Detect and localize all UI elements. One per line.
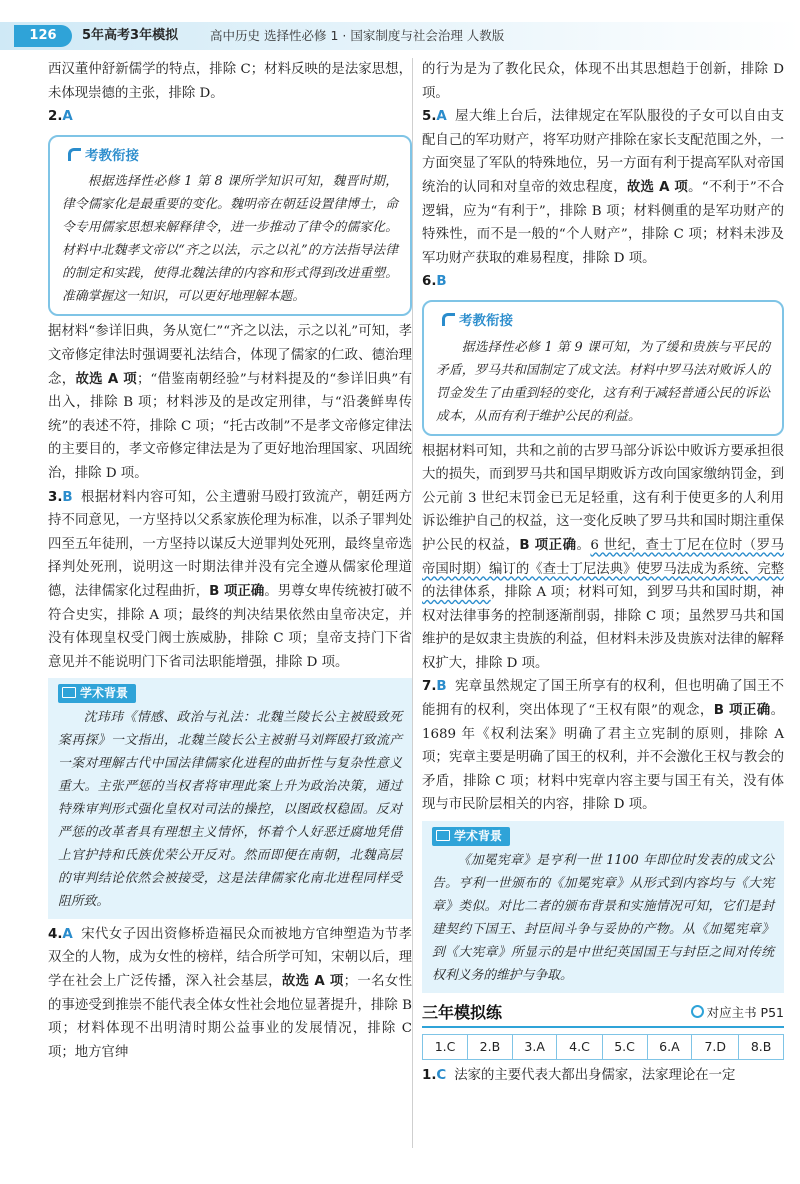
background-tag: 学术背景 (58, 684, 136, 703)
magnifier-icon (691, 1005, 704, 1018)
academic-background-box (422, 821, 784, 993)
right-column (422, 58, 784, 1087)
answer-4: 4.A 宋代女子因出资修桥造福民众而被地方官绅塑造为节孝双全的人物，成为女性的榜样，结合所学可知，宋朝以后，理学在社会上广泛传播，深入社会基层，故选 A 项；一名女性的事迹受到推崇不能代表全体女性社会地位显著提升，排除 B 项；材料体现不出明清时期公益事业的发展情况，排除 C 项；地方官绅 (48, 926, 413, 1060)
paragraph: 据材料“参详旧典，务从宽仁”“齐之以法，示之以礼”可知，孝文帝修定律法时强调要礼法结合，体现了儒家的仁政、德治理念，故选 A 项；“借鉴南朝经验”与材料提及的“参详旧典”有出入，排除 B 项；材料涉及的是改定刑律，与“沿袭鲜卑传统”的表述不符，排除 C 项；“托古改制”不是孝文帝修定律法的主要目的，孝文帝修定律法是为了更好地治理国家、巩固统治，排除 D 项。 (48, 324, 413, 481)
answer-1: 1.C 法家的主要代表大都出身儒家，法家理论在一定 (422, 1067, 736, 1083)
answer-grid (422, 1034, 784, 1060)
kaojiao-box (48, 135, 412, 317)
answer-cell: 2.B (468, 1035, 513, 1060)
wavy-underlined-text: 6 世纪，查士丁尼在位时（罗马帝国时期）编订的《查士丁尼法典》使罗马法成为系统、完整的法律体系 (422, 537, 785, 601)
left-column (48, 58, 412, 1064)
background-body: 沈玮玮《情感、政治与礼法：北魏兰陵长公主被殴致死案再探》一文指出，北魏兰陵长公主被驸马刘辉殴打致流产一案对理解古代中国法律儒家化进程的曲折性与复杂性意义重大。主张严惩的当权者将审理此案上升为政治决策，通过特殊审判形式强化皇权对司法的操控，以图政权稳固。反对严惩的改革者具有理想主义情怀，怀着个人好恶迁腐地凭借上官护持和氏族优荣公开反对。然而即便在南朝，北魏高层的审判结论依然会被接受，这是法律儒家化南北进程同样受阻所致。 (58, 709, 402, 909)
series-title: 5年高考3年模拟 (82, 28, 179, 43)
kaojiao-box (422, 300, 784, 436)
answer-cell: 4.C (557, 1035, 602, 1060)
answer-cell: 6.A (647, 1035, 692, 1060)
box-title: 考教衔接 (68, 145, 139, 169)
answer-6: 6.B (422, 274, 447, 290)
book-icon (62, 687, 76, 698)
answer-cell: 7.D (692, 1035, 739, 1060)
book-subtitle: 高中历史 选择性必修 1 · 国家制度与社会治理 人教版 (210, 28, 505, 43)
background-body: 《加冕宪章》是亨利一世 1100 年即位时发表的成文公告。亨利一世颁布的《加冕宪章》从形式到内容均与《大宪章》类似。对比二者的颁布背景和实施情况可知，它们是封建契约下国王、封臣间斗争与妥协的产物。从《加冕宪章》到《大宪章》所显示的是中世纪英国国王与封臣之间对传统权利义务的维护与争取。 (432, 852, 774, 983)
sannian-header (422, 1001, 784, 1029)
bracket-icon (442, 313, 455, 326)
book-icon (436, 830, 450, 841)
answer-5: 5.A 屋大维上台后，法律规定在军队服役的子女可以自由支配自己的军功财产，将军功财产排除在家长支配范围之外，一方面突显了军队的特殊地位，另一方面有利于提高军队对帝国统治的认同和对皇帝的效忠程度，故选 A 项。“不利于”不合逻辑，应为“有利于”，排除 B 项；材料侧重的是军功财产的特殊性，而不是一般的“个人财产”，排除 C 项；材料未涉及军功财产获取的难易程度，排除 D 项。 (422, 109, 785, 266)
box-body: 据选择性必修 1 第 9 课可知，为了缓和贵族与平民的矛盾，罗马共和国制定了成文法。材料中罗马法对败诉人的罚金发生了由重到轻的变化，这有利于减轻普通公民的诉讼成本，从而有利于维护公民的利益。 (436, 339, 770, 424)
answer-cell: 1.C (423, 1035, 468, 1060)
box-body: 根据选择性必修 1 第 8 课所学知识可知，魏晋时期，律令儒家化是最重要的变化。魏明帝在朝廷设置律博士，命令专用儒家思想来解释律令，进一步推动了律令的儒家化。材料中北魏孝文帝以“齐之以法，示之以礼”的方法指导法律的制定和实践，使得北魏法律的内容和形式得到改进重塑。准确掌握这一知识，可以更好地理解本题。 (62, 174, 398, 305)
answer-cell: 8.B (739, 1035, 784, 1060)
bracket-icon (68, 148, 81, 161)
answer-2 (48, 105, 412, 129)
paragraph: 西汉董仲舒新儒学的特点，排除 C；材料反映的是法家思想，未体现崇德的主张，排除 D。 (48, 62, 412, 101)
answer-cell: 5.C (602, 1035, 647, 1060)
page-header (0, 0, 800, 54)
answer-3: 3.B 根据材料内容可知，公主遭驸马殴打致流产，朝廷两方持不同意见，一方坚持以父系家族伦理为标准，以杀子罪判处四至五年徒刑，一方坚持以谋反大逆罪判处死刑，最终皇帝选择判处死刑，说明这一时期法律并没有完全遵从儒家伦理道德，法律儒家化过程曲折，B 项正确。男尊女卑传统被打破不符合史实，排除 A 项；最终的判决结果依然由皇帝决定，并没有体现皇权受门阀士族威胁，排除 C 项；皇帝支持门下省意见并不能说明门下省司法职能增强，排除 D 项。 (48, 489, 413, 670)
table-row (423, 1035, 784, 1060)
background-tag: 学术背景 (432, 827, 510, 846)
column-divider (412, 58, 413, 1148)
page-number: 126 (14, 25, 72, 47)
paragraph: 的行为是为了教化民众，体现不出其思想趋于创新，排除 D 项。 (422, 62, 784, 101)
answer-key: A (62, 109, 73, 125)
box-title: 考教衔接 (442, 310, 513, 334)
page-reference: 对应主书 P51 (691, 1001, 784, 1025)
paragraph: 根据材料可知，共和之前的古罗马部分诉讼中败诉方要承担很大的损失，而到罗马共和国早期败诉方改向国家缴纳罚金，到公元前 3 世纪末罚金已无足轻重，这有利于使更多的人利用诉讼维护自己的权益，这一变化反映了罗马共和国时期注重保护公民的权益，B 项正确。6 世纪，查士丁尼在位时（罗马帝国时期）编订的《查士丁尼法典》使罗马法成为系统、完整的法律体系，排除 A 项；材料可知，到罗马共和国时期，神权对法律事务的控制逐渐削弱，排除 C 项；虽然罗马共和国维护的是奴隶主贵族的利益，但材料未涉及贵族对法律的解释权扩大，排除 D 项。 (422, 443, 785, 671)
section-title: 三年模拟练 (422, 1002, 503, 1022)
question-number: 2. (48, 109, 63, 125)
answer-7: 7.B 宪章虽然规定了国王所享有的权利，但也明确了国王不能拥有的权利，突出体现了“王权有限”的观念，B 项正确。1689 年《权利法案》明确了君主立宪制的原则，排除 A 项；宪章主要是明确了国王的权利，并不会激化王权与教会的矛盾，排除 C 项；材料中宪章内容主要与国王有关，没有体现与市民阶层相关的内容，排除 D 项。 (422, 679, 784, 813)
answer-cell: 3.A (512, 1035, 557, 1060)
academic-background-box (48, 678, 412, 919)
